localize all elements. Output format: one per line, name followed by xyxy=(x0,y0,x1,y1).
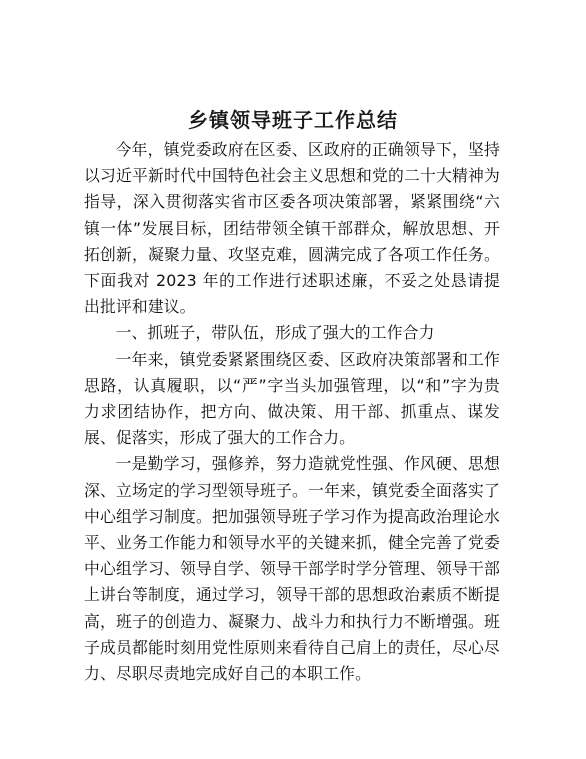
document-body xyxy=(84,137,500,687)
section-heading: 一、抓班子，带队伍，形成了强大的工作合力 xyxy=(115,323,435,343)
document-title: 乡镇领导班子工作总结 xyxy=(188,108,398,132)
intro-paragraph: 今年，镇党委政府在区委、区政府的正确领导下，坚持以习近平新时代中国特色社会主义思想和党的二十大精神为指导，深入贯彻落实省市区委各项决策部署，紧紧围绕“六镇一体”发展目标，团结带领全镇干部群众，解放思想、开拓创新，凝聚力量、攻坚克难，圆满完成了各项工作任务。下面我对 2023 年的工作进行述职述廉，不妥之处恳请提出批评和建议。 xyxy=(84,140,500,317)
section-paragraph: 一年来，镇党委紧紧围绕区委、区政府决策部署和工作思路，认真履职，以“严”字当头加强管理，以“和”字为贵力求团结协作，把方向、做决策、用干部、抓重点、谋发展、促落实，形成了强大的工作合力。 xyxy=(84,349,500,448)
study-paragraph: 一是勤学习，强修养，努力造就党性强、作风硬、思想深、立场定的学习型领导班子。一年来，镇党委全面落实了中心组学习制度。把加强领导班子学习作为提高政治理论水平、业务工作能力和领导水平的关键来抓，健全完善了党委中心组学习、领导自学、领导干部学时学分管理、领导干部上讲台等制度，通过学习，领导干部的思想政治素质不断提高，班子的创造力、凝聚力、战斗力和执行力不断增强。班子成员都能时刻用党性原则来看待自己肩上的责任，尽心尽力、尽职尽责地完成好自己的本职工作。 xyxy=(84,454,500,684)
